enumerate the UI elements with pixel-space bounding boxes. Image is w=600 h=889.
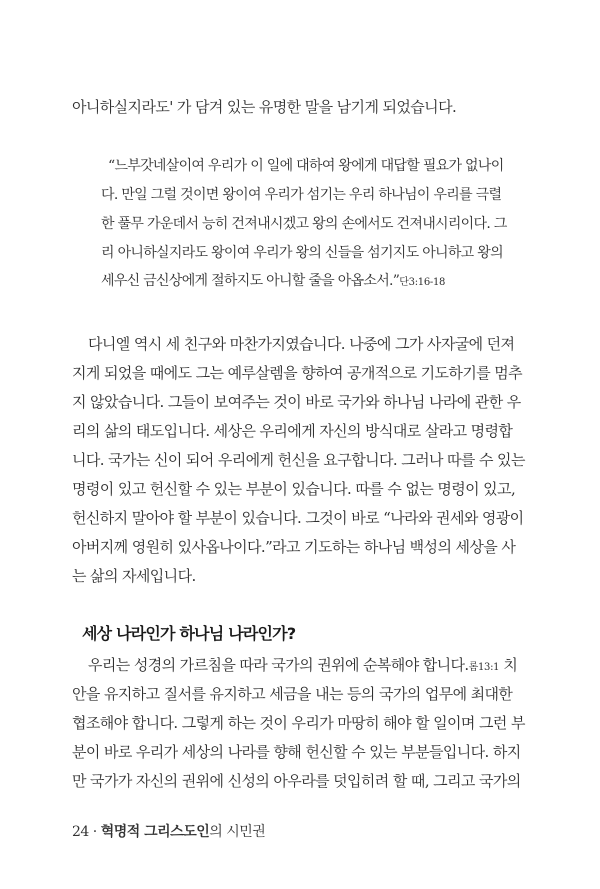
paragraph-line	[88, 655, 518, 678]
paragraph-line: 안을 유지하고 질서를 유지하고 세금을 내는 등의 국가의 업무에 최대한	[72, 685, 513, 703]
footer-separator: ·	[88, 824, 101, 840]
quote-line: 다. 만일 그럴 것이면 왕이여 우리가 섬기는 우리 하나님이 우리를 극렬	[101, 187, 502, 203]
paragraph-line: 니다. 국가는 신이 되어 우리에게 헌신을 요구합니다. 그러나 따를 수 있는	[72, 451, 525, 469]
book-title-rest: 의 시민권	[209, 824, 266, 840]
paragraph-text-tail: 치	[499, 656, 518, 674]
paragraph-line: 다니엘 역시 세 친구와 마찬가지였습니다. 나중에 그가 사자굴에 던져	[88, 335, 515, 353]
page-number: 24	[72, 824, 89, 840]
paragraph-line: 명령이 있고 헌신할 수 있는 부분이 있습니다. 따를 수 없는 명령이 있고,	[72, 480, 516, 498]
quote-line: 리 아니하실지라도 왕이여 우리가 왕의 신들을 섬기지도 아니하고 왕의	[101, 245, 503, 261]
quote-line: 한 풀무 가운데서 능히 건져내시겠고 왕의 손에서도 건져내시리이다. 그	[101, 216, 507, 232]
paragraph-text: 우리는 성경의 가르침을 따라 국가의 권위에 순복해야 합니다.	[88, 656, 469, 674]
paragraph-line: 는 삶의 자세입니다.	[72, 567, 196, 585]
quote-line: “느부갓네살이여 우리가 이 일에 대하여 왕에게 대답할 필요가 없나이	[108, 158, 504, 174]
paragraph-line: 지게 되었을 때에도 그는 예루살렘을 향하여 공개적으로 기도하기를 멈추	[72, 364, 523, 382]
scripture-reference: 단3:16-18	[399, 277, 446, 288]
section-heading: 세상 나라인가 하나님 나라인가?	[82, 624, 296, 643]
top-line: 아니하실지라도' 가 담겨 있는 유명한 말을 남기게 되었습니다.	[72, 98, 457, 116]
paragraph-line: 리의 삶의 태도입니다. 세상은 우리에게 자신의 방식대로 살라고 명령합	[72, 422, 513, 440]
paragraph-line: 협조해야 합니다. 그렇게 하는 것이 우리가 마땅히 해야 할 일이며 그런 부	[72, 714, 525, 732]
quote-text: 세우신 금신상에게 절하지도 아니할 줄을 아옵소서.”	[101, 273, 400, 289]
scripture-reference: 롬13:1	[468, 662, 500, 673]
paragraph-line: 아버지께 영원히 있사옵나이다.”라고 기도하는 하나님 백성의 세상을 사	[72, 538, 516, 556]
paragraph-line: 지 않았습니다. 그들이 보여주는 것이 바로 국가와 하나님 나라에 관한 우	[72, 393, 521, 411]
quote-line-last	[101, 271, 499, 293]
paragraph-line: 만 국가가 자신의 권위에 신성의 아우라를 덧입히려 할 때, 그리고 국가의	[72, 772, 521, 790]
paragraph-line: 헌신하지 말아야 할 부분이 있습니다. 그것이 바로 “나라와 권세와 영광이	[72, 509, 524, 527]
book-title-bold: 혁명적 그리스도인	[100, 824, 210, 840]
paragraph-line: 분이 바로 우리가 세상의 나라를 향해 헌신할 수 있는 부분들입니다. 하지	[72, 743, 521, 761]
page-footer	[72, 821, 265, 841]
